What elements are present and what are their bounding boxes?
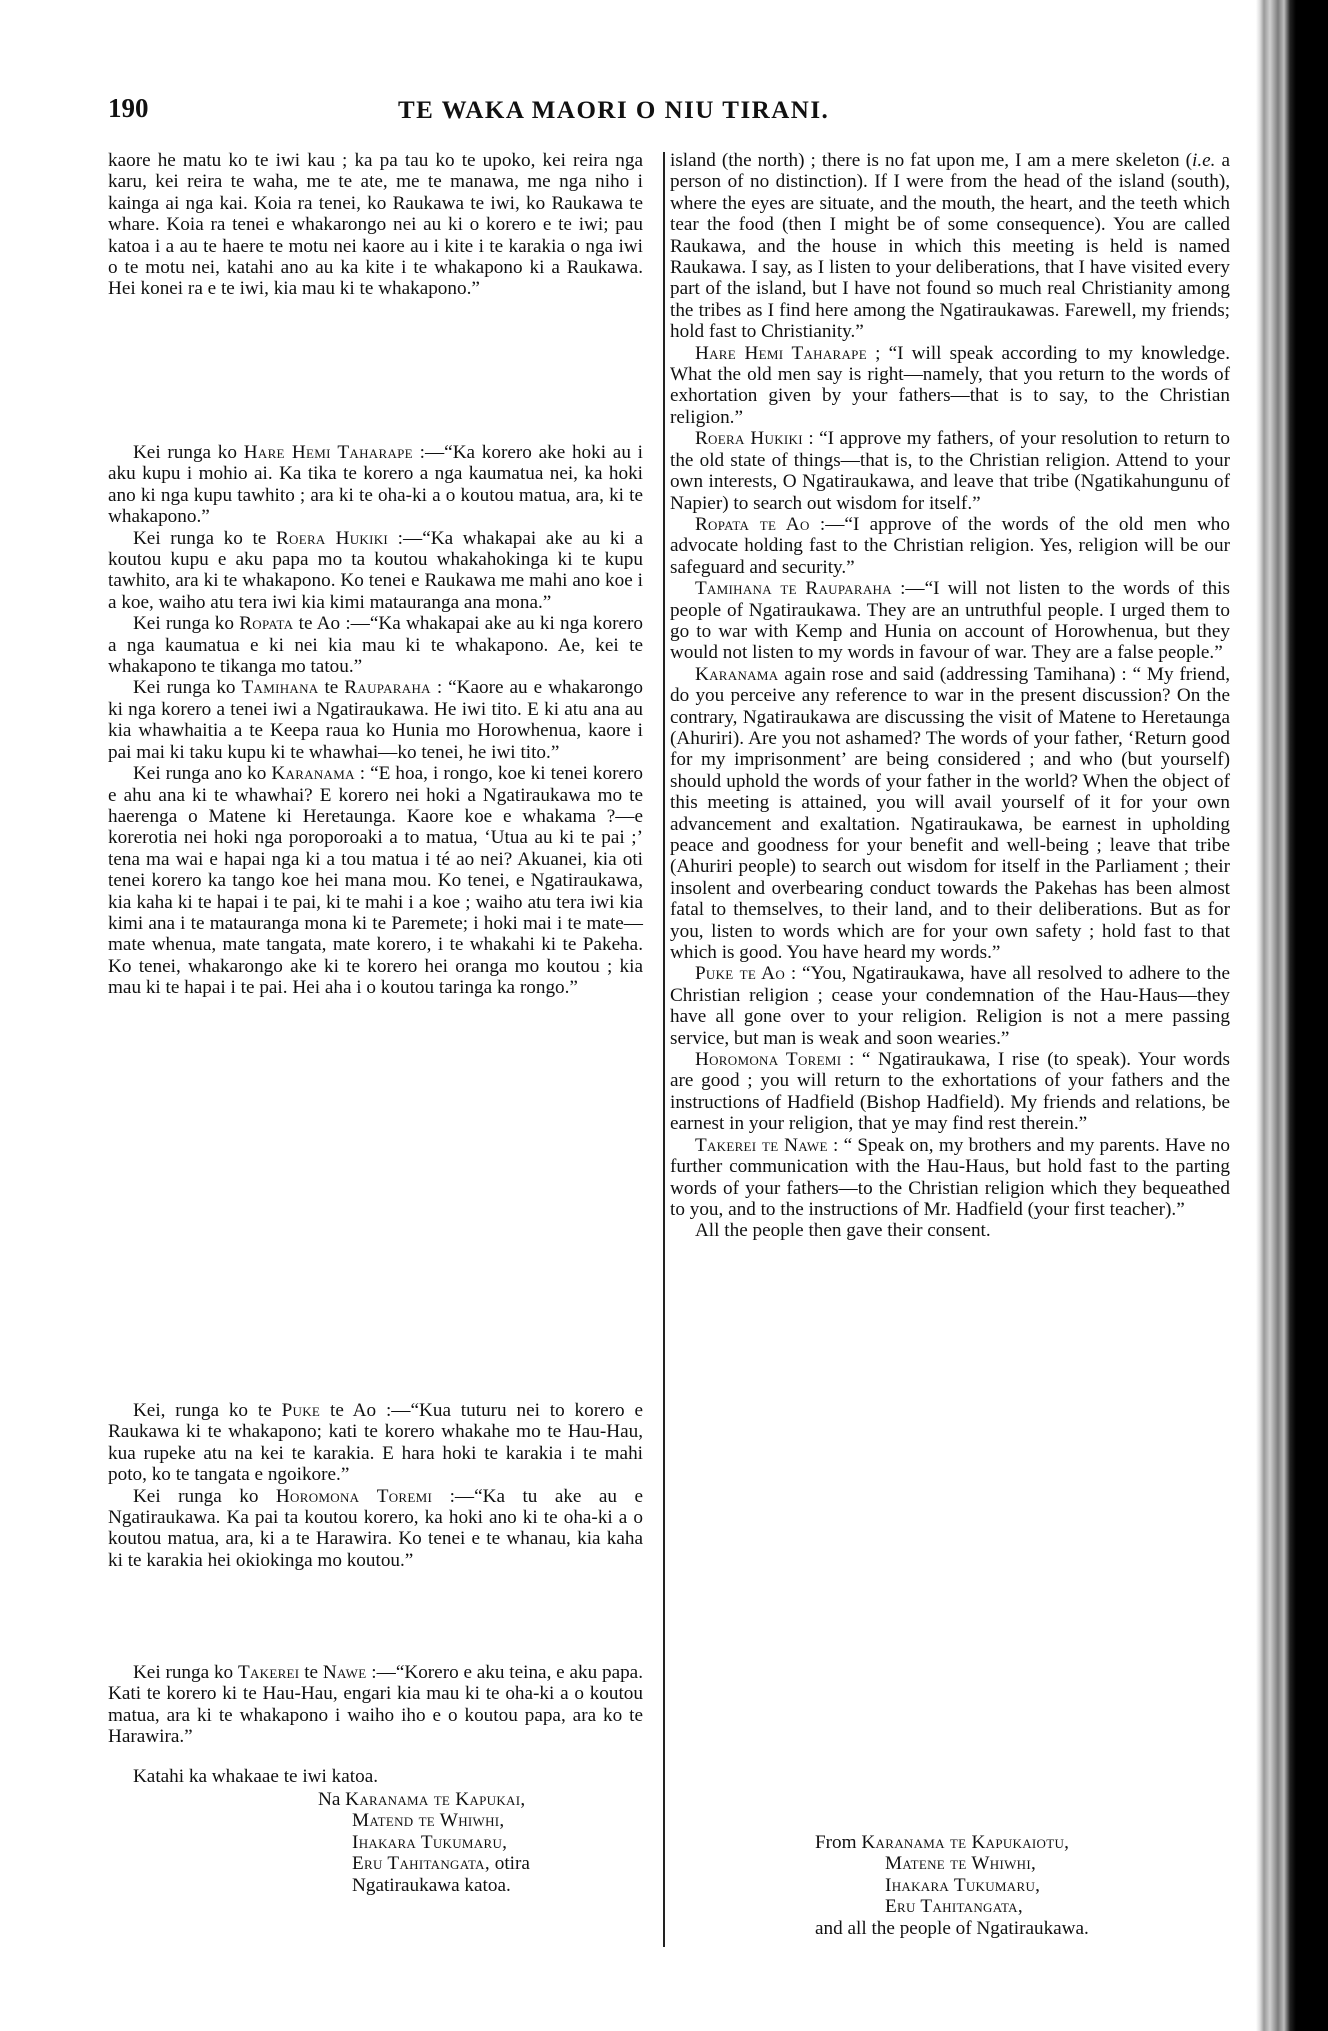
- paragraph: [670, 664, 1230, 964]
- signature-lead: Na: [318, 1789, 341, 1810]
- paragraph: [108, 763, 643, 998]
- paragraph-text: te Ao :—“Ka whakapai ake au ki nga korero a nga kaumatua e ki nei kia mau ki te whakapono. Ae, kei te whakapono te tikanga mo tatou.”: [108, 613, 643, 678]
- maori-column-block-1: [108, 150, 643, 300]
- paragraph-text: Kei runga ano ko: [132, 763, 272, 785]
- paragraph-text: :—“Ka whakapai ake au ki a koutou kupu e aku papa mo ta koutou whakahokinga ki te kupu tawhito, ara ki te whakapono. Ko tenei e Raukawa me mahi ano koe i a koe, waiho atu tera iwi kia kimi matauranga ana mona.”: [108, 527, 643, 613]
- signature-otira: otira: [494, 1853, 530, 1875]
- speaker-name: Takerei te Nawe: [694, 1134, 828, 1156]
- paragraph-text: kaore he matu ko te iwi kau ; ka pa tau ko te upoko, kei reira nga karu, kei reira te waha, me te ate, me te manawa, me nga niho i kainga ai nga kai. Koia ra tenei, ko Raukawa te iwi, ko Raukawa te whare. Koia ra tenei e whakarongo nei au ki o korero e te iwi; pau katoa i a au te haere te motu nei kaore au i kite i te karakia o nga iwi o te motu nei, katahi ano au ka kite i te whakapono ki a Raukawa. Hei konei ra e te iwi, kia mau ki te whakapono.”: [108, 150, 643, 300]
- paragraph-text: Kei runga ko: [132, 677, 242, 699]
- paragraph-text: Kei runga ko: [132, 442, 244, 463]
- paragraph: [670, 963, 1230, 1049]
- paragraph-text: a person of no distinction). If I were from the head of the island (south), where the eyes are situate, and the mouth, the heart, and the teeth which tear the food (then I might be of some consequence). You are called Raukawa, and the house in which this meeting is held is named Raukawa. I say, as I listen to your deliberations, that I have visited every part of the island, but I have not found so much real Christianity among the tribes as I find here among the Ngatiraukawas. Farewell, my friends; hold fast to Christianity.”: [670, 150, 1230, 343]
- paragraph-text: All the people then gave their consent.: [694, 1220, 991, 1242]
- speaker-name: Horomona Toremi: [694, 1049, 842, 1071]
- english-signatures: [815, 1832, 1235, 1939]
- paragraph: [670, 514, 1230, 578]
- paragraph-text: te: [299, 1662, 323, 1683]
- page-number: 190: [108, 93, 149, 123]
- paragraph: [670, 343, 1230, 429]
- paragraph-text: te Ao :—“Kua tuturu nei to korero e Raukawa ki te whakapono; kati te korero whakahe mo te Hau-Hau, kua rupeke atu na kei te karakia. E hara hoki te karakia i te mahi poto, ko te tangata e ngoikore.”: [108, 1400, 643, 1486]
- speaker-name: Tamihana te Rauparaha: [694, 578, 892, 600]
- paragraph-text: again rose and said (addressing Tamihana) : “ My friend, do you perceive any reference to war in the present discussion? On the contrary, Ngatiraukawa are discussing the visit of Matene to Heretaunga (Ahuriri). Are you not ashamed? The words of your father, ‘Return good for my imprisonment’ are being considered ; and who (but yourself) should uphold the words of your father in the world? When the object of this meeting is attained, you will avail yourself of it for your own advancement and exaltation. Ngatiraukawa, be earnest in upholding peace and goodness for your benefit and well-being ; leave that tribe (Ahuriri people) to search out wisdom for itself in the Parliament ; their insolent and overbearing conduct towards the Pakehas has been almost fatal to themselves, to their land, and to their deliberations. But as for you, listen to words which are for your own safety ; hold fast to that which is good. You have heard my words.”: [670, 663, 1230, 964]
- speaker-name: Hare Hemi Taharape: [694, 342, 867, 364]
- speaker-name: Puke te Ao: [694, 963, 786, 985]
- paragraph: [108, 677, 643, 763]
- signatory: Matene te Whiwhi,: [885, 1853, 1037, 1875]
- paragraph-text: : “I approve my fathers, of your resolution to return to the old state of things—that is, to the Christian religion. Attend to your own interests, O Ngatiraukawa, and leave that tribe (Ngatikahungunu of Napier) to search out wisdom for itself.”: [670, 428, 1230, 514]
- maori-signatures: [318, 1789, 648, 1896]
- speaker-name: Nawe: [322, 1662, 367, 1683]
- speaker-name: Karanama: [694, 663, 779, 685]
- column-divider: [663, 152, 665, 1947]
- running-title: TE WAKA MAORI O NIU TIRANI.: [398, 97, 830, 124]
- paragraph-text: Kei runga ko: [132, 1662, 238, 1683]
- speaker-name: Puke: [281, 1400, 321, 1421]
- paragraph-text: : “E hoa, i rongo, koe ki tenei korero e ahu ana ki te whawhai? E korero nei hoki a Ngatiraukawa mo te haerenga o Matene ki Heretaunga. Kaore koe e whakama ?—e korerotia nei hoki nga poroporoaki a to matua, ‘Utua au ki te pai ;’ tena ma wai e hapai nga ki a tou matua i té ao nei? Akuanei, kia oti tenei korero ka tango koe hei mana mou. Ko tenei, e Ngatiraukawa, kia kaha ki te hapai i te pai, ki te mahi i a koe ; waiho atu tera iwi kia kimi ana i te matauranga mona ki te Paremete; i hoki mai i te mate—mate whenua, mate tangata, mate korero, i te whakahi ki te Pakeha. Ko tenei, whakarongo ake ki te korero hei oranga mo koutou ; kia mau ki te hapai i te pai. Hei aha i o koutou taringa ka rongo.”: [108, 763, 643, 999]
- speaker-name: Ropata: [239, 613, 294, 635]
- paragraph-text: :—“Ka tu ake au e Ngatiraukawa. Ka pai ta koutou korero, ka hoki ano ki te oha-ki a o koutou matua, ara, ki a te Harawira. Ko tenei e te whanau, kia kaha ki te karakia hei okiokinga mo koutou.”: [108, 1485, 643, 1571]
- paragraph: [108, 150, 643, 300]
- speaker-name: Horomona Toremi: [275, 1485, 433, 1507]
- paragraph-text: :—“Korero e aku teina, e aku papa. Kati te korero ki te Hau-Hau, engari kia mau ki te oha-ki a o koutou matua, ara ki te whakapono i waiho iho e o koutou papa, ara ko te Harawira.”: [108, 1662, 643, 1748]
- paragraph: [670, 1049, 1230, 1135]
- speaker-name: Takerei: [237, 1662, 300, 1683]
- paragraph: [670, 428, 1230, 514]
- signature-closing: and all the people of Ngatiraukawa.: [815, 1917, 1089, 1939]
- signature-closing: Ngatiraukawa katoa.: [352, 1874, 511, 1896]
- paragraph-text: : “Kaore au e whakarongo ki nga korero a tenei iwi a Ngatiraukawa. He iwi tito. E ki atu ana au kia whawhaitia a te Keepa raua ko Hunia mo Horowhenua, kaore i pai mai ki taku kupu ki te whawhai—ko tenei, he iwi tito.”: [108, 677, 643, 763]
- signature-lead: From: [815, 1832, 857, 1853]
- signatory: Ihakara Tukumaru,: [885, 1874, 1041, 1896]
- speaker-name: Ropata te Ao: [694, 513, 810, 535]
- paragraph: [670, 1220, 1230, 1241]
- paragraph-text: : “ Ngatiraukawa, I rise (to speak). Your words are good ; you will return to the exhortations of your fathers and the instructions of Hadfield (Bishop Hadfield). My friends and relations, be earnest in your religion, that ye may find rest therein.”: [670, 1049, 1230, 1135]
- paragraph: [108, 1400, 643, 1486]
- paragraph-text: : “You, Ngatiraukawa, have all resolved to adhere to the Christian religion ; cease your condemnation of the Hau-Haus—they have all gone over to your religion. Religion is not a mere passing service, but man is weak and soon wearies.”: [670, 963, 1230, 1049]
- maori-column-block-4: [108, 1662, 643, 1748]
- signatory: Matend te Whiwhi,: [352, 1810, 505, 1832]
- signatory: Karanama te Kapukai,: [345, 1789, 526, 1810]
- signatory: Eru Tahitangata,: [885, 1896, 1023, 1918]
- italic-text: i.e.: [1192, 150, 1216, 171]
- paragraph: [670, 1135, 1230, 1221]
- paragraph: [108, 1486, 643, 1572]
- paragraph: [108, 528, 643, 614]
- maori-column-block-2: [108, 442, 643, 999]
- speaker-name: Roera Hukiki: [694, 428, 803, 450]
- speaker-name: Roera Hukiki: [275, 527, 389, 549]
- speaker-name: Karanama: [271, 763, 355, 785]
- signatory: Ihakara Tukumaru,: [352, 1831, 508, 1853]
- paragraph: [108, 442, 643, 528]
- paragraph-text: Katahi ka whakaae te iwi katoa.: [132, 1766, 379, 1787]
- paragraph-text: ; “I will speak according to my knowledge. What the old men say is right—namely, that you return to the words of exhortation given by your fathers—that is to say, to the Christian religion.”: [670, 342, 1230, 428]
- paragraph: [670, 578, 1230, 664]
- maori-column-block-3: [108, 1400, 643, 1571]
- scan-edge: [1256, 0, 1328, 2031]
- paragraph: [670, 150, 1230, 343]
- paragraph-text: Kei runga ko: [132, 613, 240, 635]
- paragraph-text: :—“I will not listen to the words of this people of Ngatiraukawa. They are an untruthful people. I urged them to go to war with Kemp and Hunia on account of Horowhenua, but they would not listen to my words in favour of war. They are a false people.”: [670, 578, 1230, 664]
- paragraph: [108, 1662, 643, 1748]
- paragraph-text: Kei runga ko: [132, 1485, 276, 1507]
- english-column: [670, 150, 1230, 1242]
- paragraph: [108, 613, 643, 677]
- paragraph-text: island (the north) ; there is no fat upon me, I am a mere skeleton (: [670, 150, 1193, 171]
- paragraph-text: :—“I approve of the words of the old men who advocate holding fast to the Christian religion. Yes, religion will be our safeguard and security.”: [670, 513, 1230, 578]
- signatory: Karanama te Kapukaiotu,: [861, 1832, 1070, 1853]
- paragraph-text: Kei runga ko te: [132, 527, 276, 549]
- speaker-name: Hare Hemi Taharape: [243, 442, 413, 463]
- paragraph-text: : “ Speak on, my brothers and my parents. Have no further communication with the Hau-Haus, but hold fast to the parting words of your fathers—to the Christian religion which they bequeathed to you, and to the instructions of Mr. Hadfield (your first teacher).”: [670, 1134, 1230, 1220]
- speaker-name: Rauparaha: [344, 677, 431, 699]
- speaker-name: Tamihana: [241, 677, 319, 699]
- paragraph-text: te: [318, 677, 345, 699]
- paragraph-text: Kei, runga ko te: [132, 1400, 282, 1421]
- signatory: Eru Tahitangata,: [352, 1853, 490, 1875]
- maori-column-block-5: [108, 1766, 643, 1787]
- paragraph-text: :—“Ka korero ake hoki au i aku kupu i mohio ai. Ka tika te korero a nga kaumatua nei, ka hoki ano ki nga kupu tawhito ; ara ki te oha-ki a o koutou matua, ara, ki te whakapono.”: [108, 442, 643, 528]
- paragraph: [108, 1766, 643, 1787]
